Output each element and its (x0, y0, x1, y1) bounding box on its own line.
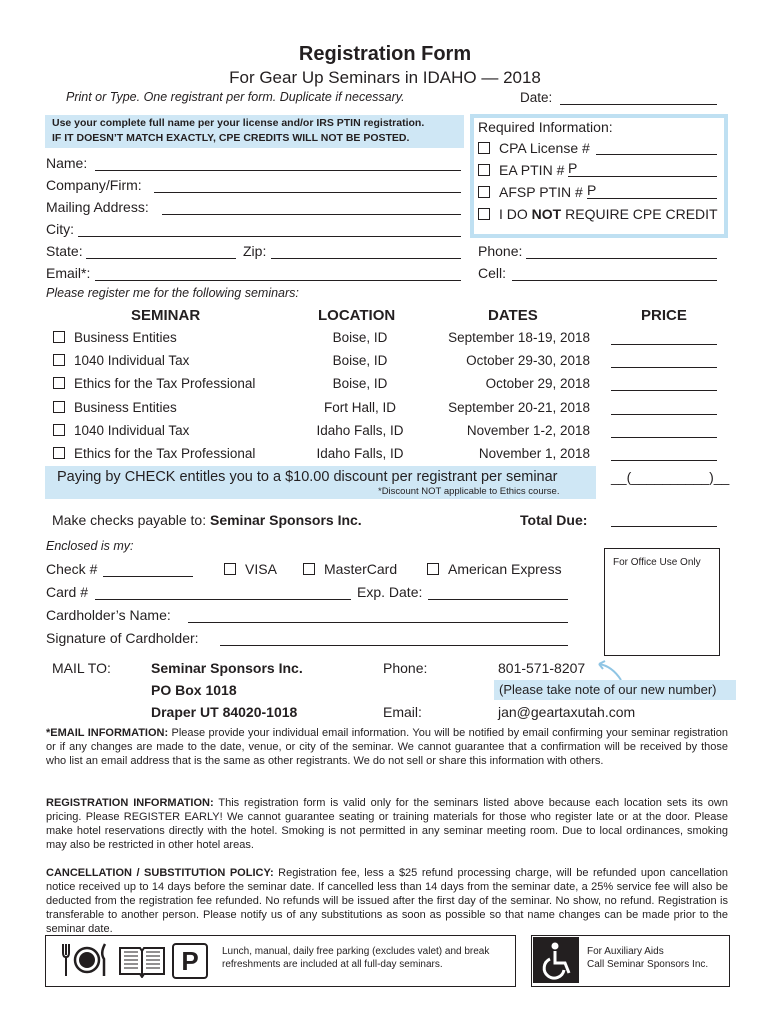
no-cpe-row: I DO NOT REQUIRE CPE CREDIT (478, 206, 718, 222)
seminar-dates: October 29-30, 2018 (466, 353, 590, 368)
state-field[interactable] (86, 258, 236, 259)
cancellation-paragraph: CANCELLATION / SUBSTITUTION POLICY: Registration fee, less a $25 refund processing charge, will be refunded upon cancellation notice received up to 14 days before the seminar date. If cancelled less than 14 days from the seminar date, a 25% service fee will also be deducted from the registration fee refunded. No refunds will be issued after the first day of the seminar. No show, no refund. Registration is transferable to another person. Please notify us of any substitutions as soon as possible so that name changes can be made prior to the seminar date. (46, 867, 729, 935)
mastercard-checkbox[interactable] (303, 563, 315, 575)
price-field[interactable] (611, 460, 717, 461)
book-icon (118, 944, 166, 978)
col-location: LOCATION (318, 307, 396, 324)
mail-email: jan@geartaxutah.com (498, 704, 636, 720)
price-field[interactable] (611, 367, 717, 368)
ea-checkbox[interactable] (478, 164, 490, 176)
name-label: Name: (46, 155, 88, 171)
seminar-dates: September 20-21, 2018 (448, 400, 590, 415)
check-number-field[interactable] (103, 576, 193, 577)
email-field[interactable] (95, 280, 461, 281)
seminar-location: Idaho Falls, ID (316, 423, 404, 438)
parking-icon: P (172, 943, 208, 979)
register-prompt: Please register me for the following seminars: (46, 286, 299, 300)
company-field[interactable] (154, 192, 461, 193)
enclosed-label: Enclosed is my: (46, 539, 134, 553)
cardholder-field[interactable] (188, 622, 568, 623)
seminar-checkbox[interactable] (53, 424, 65, 436)
price-field[interactable] (611, 414, 717, 415)
signature-label: Signature of Cardholder: (46, 630, 199, 646)
visa-checkbox[interactable] (224, 563, 236, 575)
registration-info-paragraph: REGISTRATION INFORMATION: This registration form is valid only for the seminars listed above because each location sets its own pricing. Please REGISTER EARLY! We cannot guarantee seating or training materials for those who register late or at the door. Please make hotel reservations directly with the hotel. Smoking is not permitted in any seminar meeting room. Due to local ordinances, smoking may also be restricted in other hotel areas. (46, 797, 728, 851)
date-field[interactable] (560, 104, 717, 105)
zip-field[interactable] (271, 258, 461, 259)
col-price: PRICE (641, 307, 687, 324)
email-info-paragraph: *EMAIL INFORMATION: Please provide your individual email information. You will be notified by email confirming your seminar registration or if any changes are made to the date, venue, or city of the seminar. We cannot guarantee that a confirmation will be received by those who list an email address that is the same as other registrants. We do not sell or share this information with others. (46, 727, 728, 767)
mastercard-option[interactable]: MasterCard (303, 561, 397, 577)
email-label: Email*: (46, 265, 91, 281)
aids-line-2: Call Seminar Sponsors Inc. (587, 959, 709, 970)
mail-email-label: Email: (383, 704, 422, 720)
price-field[interactable] (611, 390, 717, 391)
payable-name: Seminar Sponsors Inc. (209, 512, 362, 528)
mailing-field[interactable] (162, 214, 461, 215)
city-label: City: (46, 221, 74, 237)
discount-amount-field[interactable]: __(__________)__ (611, 469, 730, 485)
zip-label: Zip: (243, 243, 267, 259)
total-due-field[interactable] (611, 526, 717, 527)
seminar-checkbox[interactable] (53, 377, 65, 389)
company-label: Company/Firm: (46, 177, 142, 193)
price-field[interactable] (611, 437, 717, 438)
seminar-location: Boise, ID (332, 353, 388, 368)
col-dates: DATES (488, 307, 538, 324)
exp-label: Exp. Date: (357, 584, 423, 600)
seminar-checkbox[interactable] (53, 401, 65, 413)
seminar-location: Fort Hall, ID (323, 400, 396, 415)
check-label: Check # (46, 561, 98, 577)
ea-ptin-prefix: P (568, 160, 578, 176)
office-use-label: For Office Use Only (613, 557, 701, 568)
seminar-dates: November 1-2, 2018 (466, 423, 590, 438)
seminar-name: Ethics for the Tax Professional (74, 446, 256, 461)
seminar-name: Business Entities (74, 400, 177, 415)
seminar-dates: September 18-19, 2018 (448, 330, 590, 345)
mail-phone-label: Phone: (383, 660, 428, 676)
dining-icon (60, 941, 110, 979)
cardholder-label: Cardholder’s Name: (46, 607, 171, 623)
afsp-ptin-field[interactable] (587, 198, 717, 199)
cell-label: Cell: (478, 265, 507, 281)
seminar-name: Business Entities (74, 330, 177, 345)
mail-line-2: PO Box 1018 (151, 682, 237, 698)
phone-field[interactable] (526, 258, 717, 259)
ea-ptin-field[interactable] (568, 176, 717, 177)
cpa-license-field[interactable] (596, 154, 717, 155)
city-field[interactable] (78, 236, 461, 237)
afsp-ptin-row: AFSP PTIN # (478, 184, 583, 200)
aids-line-1: For Auxiliary Aids (587, 946, 664, 957)
mail-line-1: Seminar Sponsors Inc. (151, 660, 303, 676)
seminar-name: Ethics for the Tax Professional (74, 376, 256, 391)
signature-field[interactable] (220, 645, 568, 646)
card-label: Card # (46, 584, 89, 600)
mailing-label: Mailing Address: (46, 199, 149, 215)
visa-option[interactable]: VISA (224, 561, 277, 577)
amex-checkbox[interactable] (427, 563, 439, 575)
seminar-location: Boise, ID (332, 330, 388, 345)
seminar-checkbox[interactable] (53, 447, 65, 459)
arrow-icon (594, 660, 624, 682)
seminar-dates: October 29, 2018 (485, 376, 590, 391)
notice-line-2: IF IT DOESN’T MATCH EXACTLY, CPE CREDITS WILL NOT BE POSTED. (52, 132, 410, 144)
col-seminar: SEMINAR (131, 307, 201, 324)
cell-field[interactable] (512, 280, 717, 281)
ea-ptin-row: EA PTIN # (478, 162, 564, 178)
page-subtitle: For Gear Up Seminars in IDAHO — 2018 (229, 68, 541, 87)
payable-row (52, 512, 362, 528)
mail-phone: 801-571-8207 (498, 660, 586, 676)
phone-label: Phone: (478, 243, 523, 259)
price-field[interactable] (611, 344, 717, 345)
amenities-text: Lunch, manual, daily free parking (excludes valet) and break refreshments are included at all full-day seminars. (222, 946, 490, 970)
card-number-field[interactable] (95, 599, 351, 600)
total-due-label: Total Due: (520, 512, 588, 528)
mail-line-3: Draper UT 84020-1018 (151, 704, 298, 720)
mail-phone-note: (Please take note of our new number) (499, 682, 717, 697)
required-info-title: Required Information: (478, 119, 613, 135)
seminar-name: 1040 Individual Tax (74, 353, 190, 368)
afsp-ptin-prefix: P (587, 182, 597, 198)
seminar-dates: November 1, 2018 (478, 446, 590, 461)
seminar-location: Boise, ID (332, 376, 388, 391)
payable-label: Make checks payable to: (52, 512, 210, 528)
exp-date-field[interactable] (428, 599, 568, 600)
seminar-checkbox[interactable] (53, 331, 65, 343)
seminar-location: Idaho Falls, ID (316, 446, 404, 461)
seminar-checkbox[interactable] (53, 354, 65, 366)
afsp-checkbox[interactable] (478, 186, 490, 198)
instructions: Print or Type. One registrant per form. Duplicate if necessary. (66, 90, 405, 104)
page-title: Registration Form (298, 43, 472, 65)
no-cpe-checkbox[interactable] (478, 208, 490, 220)
notice-line-1: Use your complete full name per your license and/or IRS PTIN registration. (52, 117, 425, 129)
name-field[interactable] (95, 170, 461, 171)
discount-text: Paying by CHECK entitles you to a $10.00 discount per registrant per seminar (57, 469, 558, 485)
cpa-checkbox[interactable] (478, 142, 490, 154)
state-label: State: (46, 243, 83, 259)
cpa-license-row: CPA License # (478, 140, 590, 156)
discount-note: *Discount NOT applicable to Ethics course. (378, 486, 560, 497)
wheelchair-icon (533, 937, 579, 983)
date-label: Date: (520, 90, 553, 105)
seminar-name: 1040 Individual Tax (74, 423, 190, 438)
mail-to-label: MAIL TO: (52, 660, 111, 676)
amex-option[interactable]: American Express (427, 561, 562, 577)
